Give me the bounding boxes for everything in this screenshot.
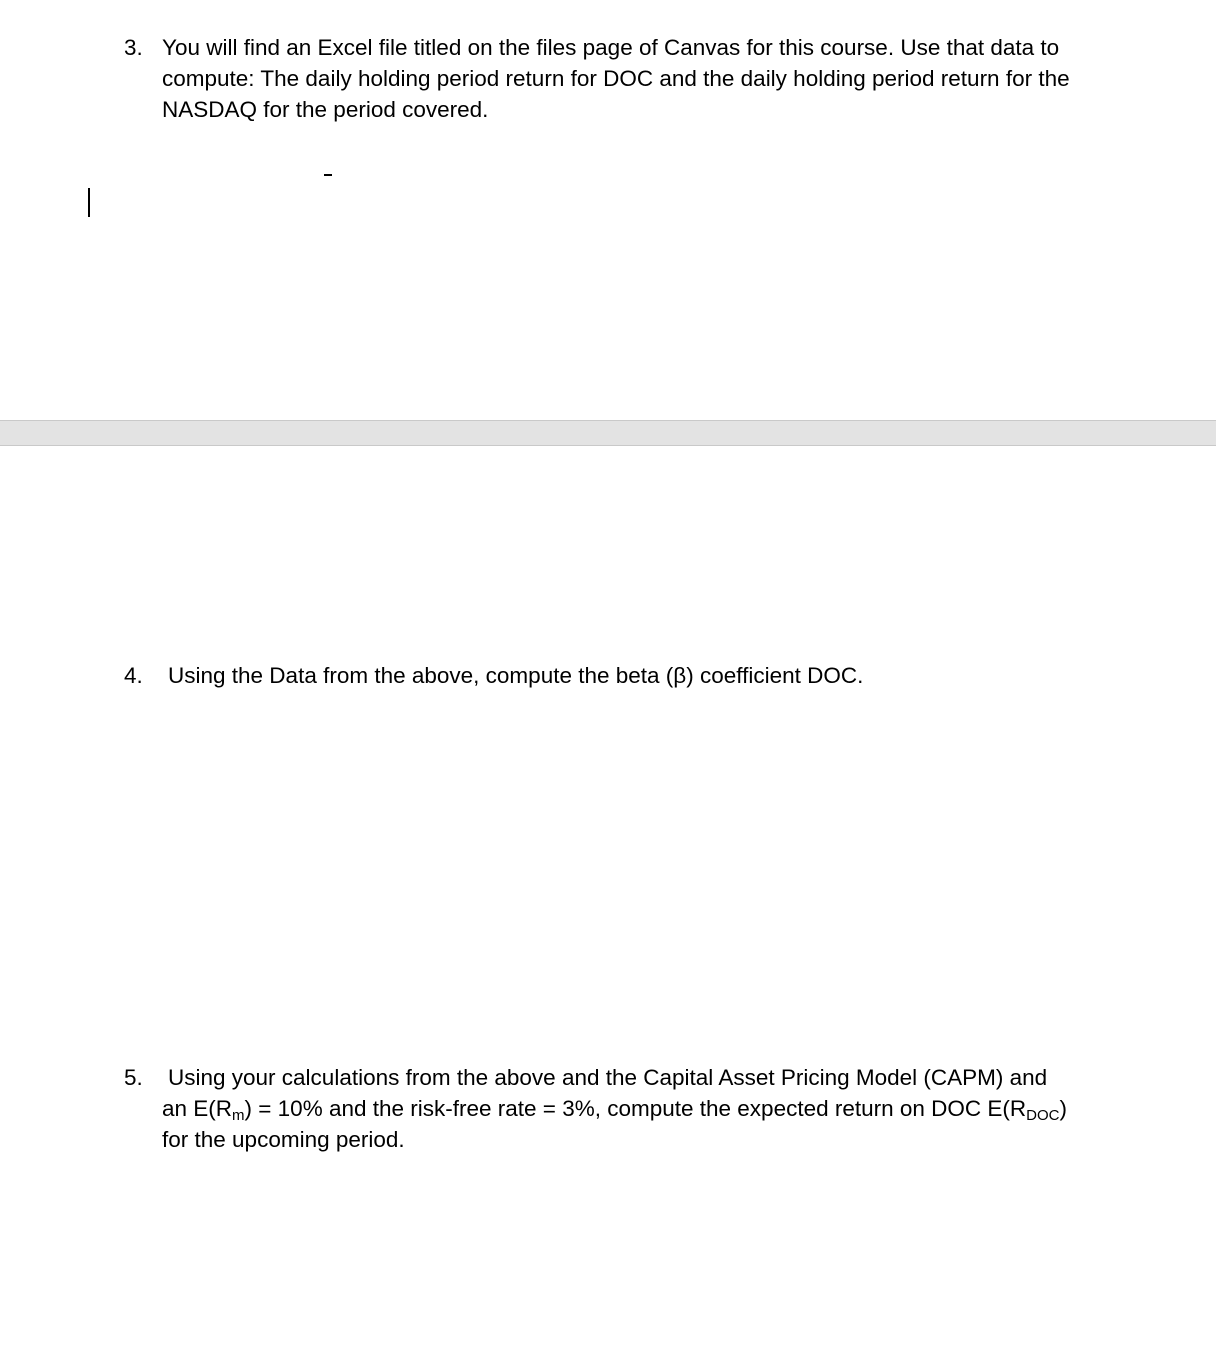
document-page-1 <box>0 0 1216 420</box>
text-insertion-cursor[interactable] <box>88 188 90 217</box>
stray-dash-mark <box>324 174 332 176</box>
question-3-number: 3. <box>124 35 143 60</box>
question-5-number: 5. <box>124 1065 143 1090</box>
document-page-2 <box>0 446 1216 1356</box>
question-5-suffix: ) <box>1059 1096 1068 1121</box>
question-4-number: 4. <box>124 663 143 688</box>
subscript-m: m <box>232 1107 245 1124</box>
question-5-middle: ) = 10% and the risk-free rate = 3%, compute the expected return on DOC E(R <box>244 1096 1027 1121</box>
question-5 <box>124 1062 1084 1155</box>
question-5-prefix: an E(R <box>162 1096 233 1121</box>
question-5-line-3: for the upcoming period. <box>162 1127 405 1152</box>
question-3-text: You will find an Excel file titled on the files page of Canvas for this course. Use that data to compute: The daily holding period return for DOC and the daily holding period return for the NASDAQ for the period covered. <box>162 35 1070 122</box>
page-break-gap <box>0 420 1216 446</box>
question-4-text: Using the Data from the above, compute the beta (β) coefficient DOC. <box>168 663 864 688</box>
question-4 <box>124 660 1084 691</box>
subscript-doc: DOC <box>1026 1107 1060 1124</box>
question-3 <box>124 32 1084 125</box>
question-5-line-2 <box>162 1093 1084 1124</box>
question-5-line-1: Using your calculations from the above and the Capital Asset Pricing Model (CAPM) and <box>168 1065 1048 1090</box>
